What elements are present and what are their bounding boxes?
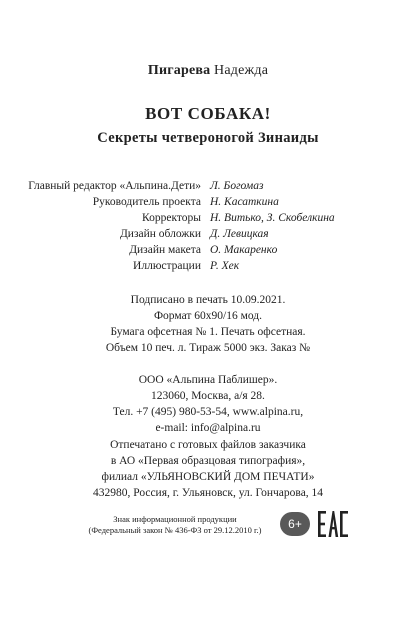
credit-row [0, 228, 416, 244]
publisher-line: ООО «Альпина Паблишер». [138, 374, 278, 386]
credit-role: Дизайн макета [129, 244, 201, 256]
credit-row [0, 260, 416, 276]
print-info-line: Подписано в печать 10.09.2021. [130, 294, 286, 306]
credit-role: Иллюстрации [133, 260, 201, 272]
printer-line: Отпечатано с готовых файлов заказчика [110, 439, 306, 451]
credit-person: О. Макаренко [210, 244, 278, 256]
credit-row [0, 212, 416, 228]
print-info [0, 292, 416, 356]
credit-role: Дизайн обложки [119, 228, 201, 240]
credit-role: Главный редактор «Альпина.Дети» [28, 180, 201, 192]
author-surname: Пигарева [147, 63, 211, 78]
notice-line: (Федеральный закон № 436-ФЗ от 29.12.2010 г.) [88, 525, 262, 535]
publisher-info [0, 372, 416, 436]
credit-row [0, 180, 416, 196]
print-info-line: Объем 10 печ. л. Тираж 5000 экз. Заказ № [105, 342, 311, 354]
age-rating-badge: 6+ [280, 512, 310, 536]
printer-line: филиал «УЛЬЯНОВСКИЙ ДОМ ПЕЧАТИ» [101, 471, 315, 483]
author-given-name: Надежда [214, 63, 269, 78]
credit-person: Н. Касаткина [210, 196, 279, 208]
credit-row [0, 196, 416, 212]
credit-role: Корректоры [142, 212, 201, 224]
credit-role: Руководитель проекта [92, 196, 201, 208]
info-product-notice [70, 514, 280, 536]
credit-person: Р. Хек [210, 260, 240, 272]
print-info-line: Бумага офсетная № 1. Печать офсетная. [110, 326, 306, 338]
printer-line: в АО «Первая образцовая типография», [110, 455, 306, 467]
credit-row [0, 244, 416, 260]
eac-mark-icon [318, 507, 348, 541]
publisher-line: e-mail: info@alpina.ru [155, 422, 261, 434]
publisher-line: 123060, Москва, а/я 28. [151, 390, 265, 402]
print-info-line: Формат 60х90/16 мод. [153, 310, 263, 322]
publisher-line: Тел. +7 (495) 980-53-54, www.alpina.ru, [112, 406, 304, 418]
credit-person: Л. Богомаз [210, 180, 264, 192]
printer-info [0, 437, 416, 501]
credit-person: Н. Витько, З. Скобелкина [210, 212, 335, 224]
notice-line: Знак информационной продукции [113, 514, 237, 524]
printer-line: 432980, Россия, г. Ульяновск, ул. Гончарова, 14 [92, 487, 324, 499]
book-title: ВОТ СОБАКА! [145, 104, 271, 123]
credit-person: Д. Левицкая [210, 228, 269, 240]
book-subtitle: Секреты четвероногой Зинаиды [97, 130, 319, 146]
author-name [0, 63, 416, 79]
